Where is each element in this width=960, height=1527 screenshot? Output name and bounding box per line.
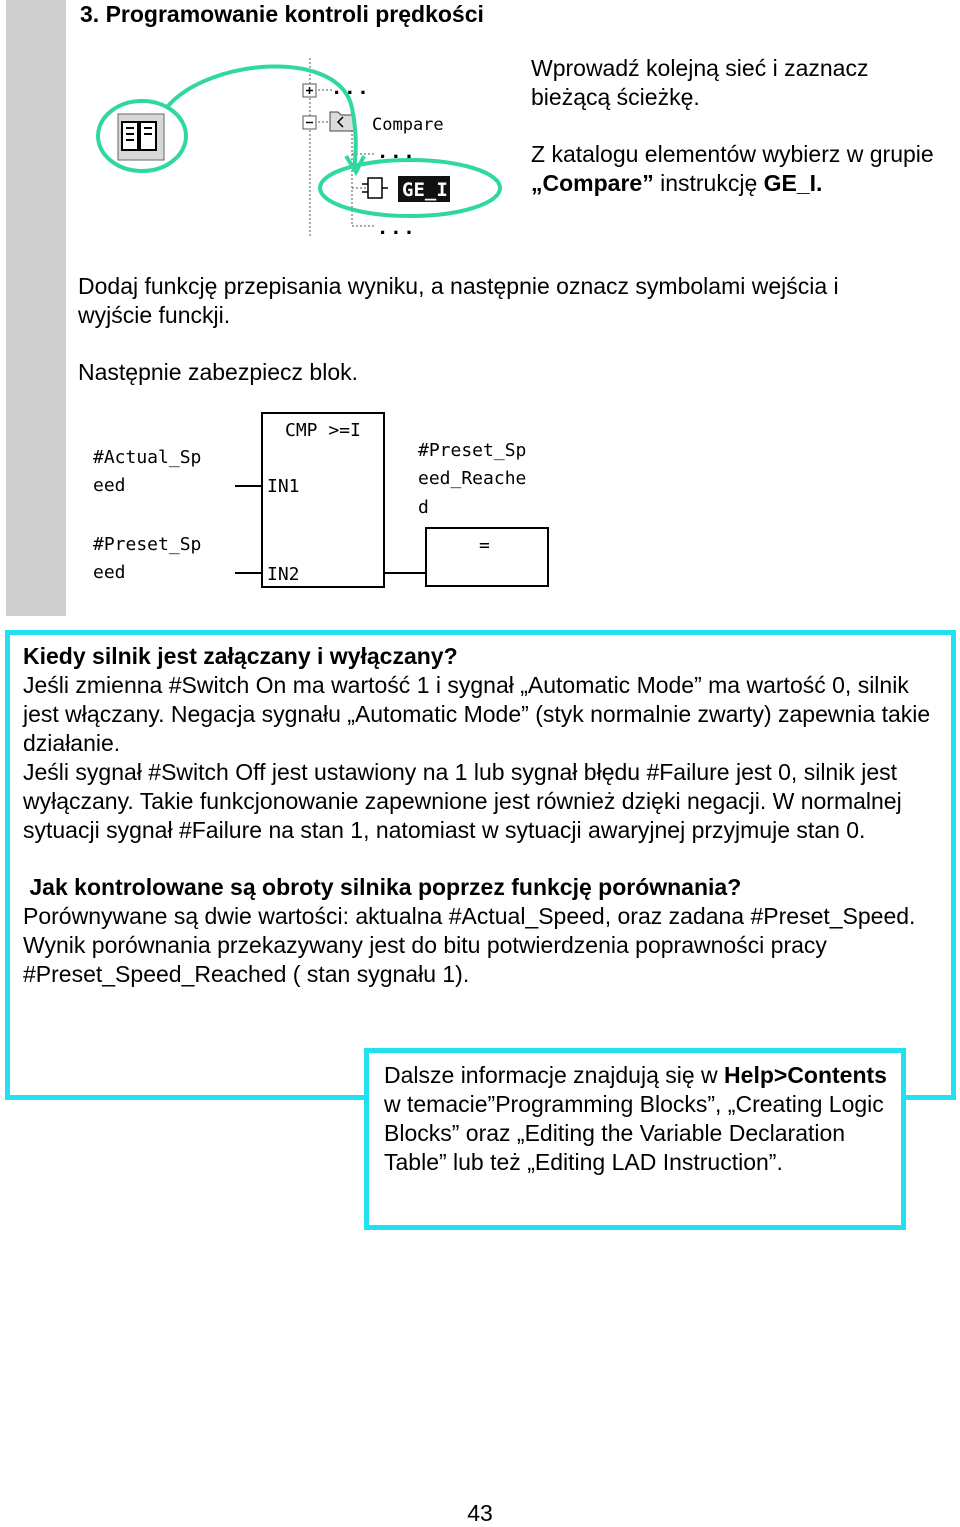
instruction-2: Z katalogu elementów wybierz w grupie „Compare” instrukcję GE_I. — [531, 141, 934, 196]
input2-line2: eed — [93, 562, 126, 583]
cmp-title: CMP >=I — [285, 420, 361, 441]
answer-2: Porównywane są dwie wartości: aktualna #Actual_Speed, oraz zadana #Preset_Speed. Wynik porównania przekazywany jest do bitu potwierdzenia poprawności pracy #Preset_Speed_Reached ( stan sygnału 1). — [23, 903, 916, 987]
input1-line1: #Actual_Sp — [93, 447, 202, 468]
question-1: Kiedy silnik jest załączany i wyłączany? — [23, 643, 458, 669]
output-line3: d — [418, 497, 429, 518]
coil-symbol: = — [479, 535, 490, 556]
ladder-diagram — [85, 410, 565, 590]
catalog-tree — [90, 58, 520, 244]
instruction-1: Wprowadź kolejną sieć i zaznacz bieżącą ścieżkę. — [531, 55, 869, 110]
catalog-icon[interactable] — [118, 114, 164, 160]
info-box — [5, 630, 956, 1100]
output-line1: #Preset_Sp — [418, 440, 527, 461]
dots-bottom: ... — [376, 216, 416, 241]
input2-line1: #Preset_Sp — [93, 534, 202, 555]
question-2: Jak kontrolowane są obroty silnika poprzez funkcję porównania? — [23, 874, 742, 900]
collapse-minus-icon[interactable] — [303, 116, 316, 129]
help-contents-link: Help>Contents — [724, 1062, 887, 1088]
step-text — [78, 272, 918, 387]
instructions — [531, 54, 941, 198]
expand-plus-icon[interactable] — [303, 84, 316, 97]
help-box: Dalsze informacje znajdują się w Help>Contents w temacie”Programming Blocks”, „Creating Logic Blocks” oraz „Editing the Variable Declaration Table” lub też „Editing LAD Instruction”. — [364, 1048, 906, 1230]
answer-1-part-1: Jeśli zmienna #Switch On ma wartość 1 i sygnał „Automatic Mode” ma wartość 0, silnik jest włączany. Negacja sygnału „Automatic Mode” (styk normalnie zwarty) zapewnia takie działanie. — [23, 672, 931, 756]
section-heading: 3. Programowanie kontroli prędkości — [80, 1, 484, 27]
dots-top: ... — [330, 76, 370, 101]
in1-label: IN1 — [267, 476, 300, 497]
page-number: 43 — [467, 1500, 493, 1526]
step-1: Dodaj funkcję przepisania wyniku, a następnie oznacz symbolami wejścia i wyjście funckji. — [78, 273, 839, 328]
output-line2: eed_Reache — [418, 468, 527, 489]
left-gray-bar — [6, 0, 66, 616]
input1-line2: eed — [93, 475, 126, 496]
step-2: Następnie zabezpiecz blok. — [78, 359, 358, 385]
compare-folder-label[interactable]: Compare — [372, 115, 444, 135]
answer-1-part-2: Jeśli sygnał #Switch Off jest ustawiony na 1 lub sygnał błędu #Failure jest 0, silnik jest wyłączany. Takie funkcjonowanie zapewnione jest również dzięki negacji. W normalnej sytuacji sygnał #Failure na stan 1, natomiast w sytuacji awaryjnej przyjmuje stan 0. — [23, 759, 902, 843]
ge-i-label[interactable]: GE_I — [402, 179, 448, 201]
dots-mid: ... — [376, 140, 416, 165]
in2-label: IN2 — [267, 564, 300, 585]
